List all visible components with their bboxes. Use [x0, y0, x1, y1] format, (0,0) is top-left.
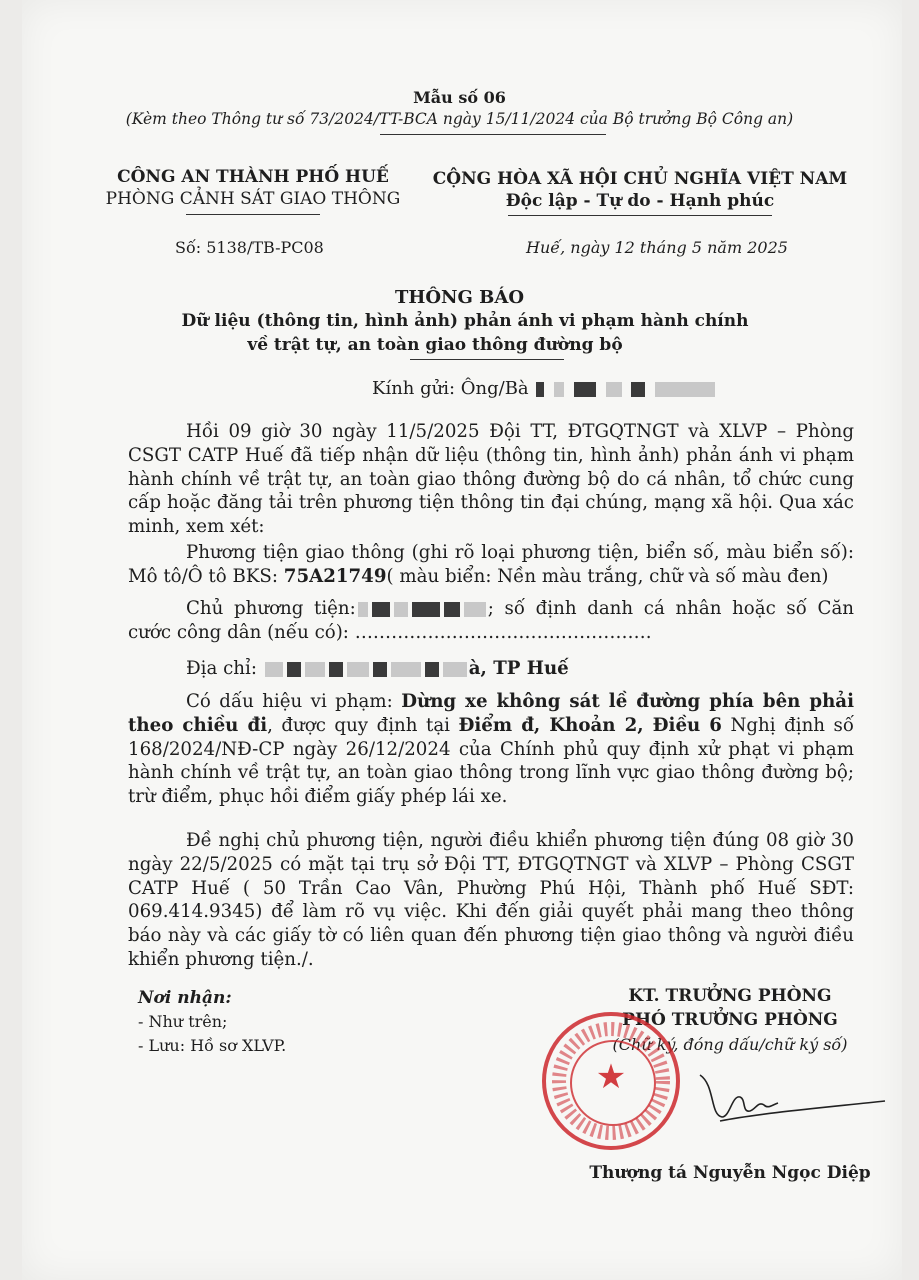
- intro-paragraph: [128, 420, 854, 539]
- vehicle-text: Phương tiện giao thông (ghi rõ loại phương tiện, biển số, màu biển số): Mô tô/Ô tô BKS:: [128, 542, 854, 587]
- address-paragraph: [128, 657, 854, 681]
- redacted-block: [287, 662, 301, 677]
- agency-name: CÔNG AN THÀNH PHỐ HUẾ: [117, 167, 389, 187]
- intro-text: Hồi 09 giờ 30 ngày 11/5/2025 Đội TT, ĐTGQTNGT và XLVP – Phòng CSGT CATP Huế đã tiếp nhận dữ liệu (thông tin, hình ảnh) phản ánh vi phạm hành chính về trật tự, an toàn giao thông đường bộ do cá nhân, tổ chức cung cấp hoặc đăng tải trên phương tiện thông tin đại chúng, mạng xã hội. Qua xác minh, xem xét:: [128, 421, 854, 538]
- violation-regulation: Nghị định số 168/2024/NĐ-CP ngày 26/12/2024 của Chính phủ quy định xử phạt vi phạm hành chính về trật tự, an toàn giao thông trong lĩnh vực giao thông đường bộ; trừ điểm, phục hồi điểm giấy phép lái xe.: [128, 714, 854, 808]
- owner-label: Chủ phương tiện:: [186, 598, 356, 619]
- document-subtitle-1: Dữ liệu (thông tin, hình ảnh) phản ánh vi phạm hành chính: [181, 311, 749, 331]
- redacted-block: [536, 382, 544, 397]
- agency-department: PHÒNG CẢNH SÁT GIAO THÔNG: [105, 189, 401, 209]
- violation-clause: Điểm đ, Khoản 2, Điều 6: [458, 714, 722, 736]
- redacted-block: [464, 602, 486, 617]
- redacted-block: [443, 662, 467, 677]
- signer-title-2: PHÓ TRƯỞNG PHÒNG: [622, 1010, 838, 1030]
- redacted-block: [391, 662, 421, 677]
- owner-id-text: ; số định danh cá nhân hoặc số Căn cước công dân (nếu có): ………………………………………….: [128, 598, 855, 643]
- redacted-block: [358, 602, 368, 617]
- redacted-block: [655, 382, 715, 397]
- redacted-block: [631, 382, 645, 397]
- form-number: Mẫu số 06: [413, 88, 506, 107]
- form-attachment-note: (Kèm theo Thông tư số 73/2024/TT-BCA ngày 15/11/2024 của Bộ trưởng Bộ Công an): [125, 110, 794, 128]
- divider: [380, 134, 606, 135]
- document-number: Số: 5138/TB-PC08: [175, 238, 324, 257]
- divider: [410, 359, 564, 360]
- national-title: CỘNG HÒA XÃ HỘI CHỦ NGHĨA VIỆT NAM: [432, 169, 848, 189]
- redacted-block: [305, 662, 325, 677]
- address-label: Địa chỉ:: [186, 658, 257, 679]
- salutation: [372, 378, 717, 399]
- recipient-item: - Như trên;: [138, 1012, 228, 1031]
- plate-color: ( màu biển: Nền màu trắng, chữ và số màu đen): [386, 565, 829, 587]
- redacted-block: [554, 382, 564, 397]
- violation-text: , được quy định tại: [267, 714, 459, 736]
- salutation-label: Kính gửi: Ông/Bà: [372, 378, 529, 399]
- license-plate: 75A21749: [283, 565, 387, 587]
- violation-description: Dừng xe không sát lề đường phía bên phải theo chiều đi: [128, 691, 854, 736]
- redacted-block: [412, 602, 440, 617]
- signer-name: Thượng tá Nguyễn Ngọc Diệp: [589, 1163, 871, 1183]
- request-text: Đề nghị chủ phương tiện, người điều khiển phương tiện đúng 08 giờ 30 ngày 22/5/2025 có mặt tại trụ sở Đội TT, ĐTGQTNGT và XLVP – Phòng CSGT CATP Huế ( 50 Trần Cao Vân, Phường Phú Hội, Thành phố Huế SĐT: 069.414.9345) để làm rõ vụ việc. Khi đến giải quyết phải mang theo thông báo này và các giấy tờ có liên quan đến phương tiện giao thông và người điều khiển phương tiện./.: [128, 830, 854, 970]
- redacted-block: [444, 602, 460, 617]
- vehicle-paragraph: [128, 541, 854, 589]
- place-date: Huế, ngày 12 tháng 5 năm 2025: [526, 238, 788, 257]
- document-title: THÔNG BÁO: [394, 287, 525, 308]
- divider: [508, 215, 772, 216]
- star-icon: ★: [595, 1057, 627, 1097]
- owner-paragraph: [128, 597, 854, 645]
- redacted-block: [606, 382, 622, 397]
- violation-paragraph: [128, 690, 854, 809]
- redacted-block: [574, 382, 596, 397]
- violation-label: Có dấu hiệu vi phạm:: [186, 691, 402, 712]
- redacted-block: [329, 662, 343, 677]
- recipients-label: Nơi nhận:: [138, 988, 232, 1008]
- redacted-block: [372, 602, 390, 617]
- recipient-item: - Lưu: Hồ sơ XLVP.: [138, 1036, 287, 1055]
- request-paragraph: [128, 829, 854, 972]
- national-motto: Độc lập - Tự do - Hạnh phúc: [505, 191, 775, 211]
- redacted-block: [347, 662, 369, 677]
- handwritten-signature: [660, 1055, 890, 1135]
- divider: [186, 214, 320, 215]
- document-subtitle-2: về trật tự, an toàn giao thông đường bộ: [247, 335, 623, 355]
- address-city: à, TP Huế: [468, 658, 569, 679]
- redacted-block: [425, 662, 439, 677]
- signature-note: (Chữ ký, đóng dấu/chữ ký số): [612, 1035, 848, 1054]
- redacted-block: [373, 662, 387, 677]
- redacted-block: [265, 662, 283, 677]
- signer-title-1: KT. TRƯỞNG PHÒNG: [628, 986, 832, 1006]
- redacted-block: [394, 602, 408, 617]
